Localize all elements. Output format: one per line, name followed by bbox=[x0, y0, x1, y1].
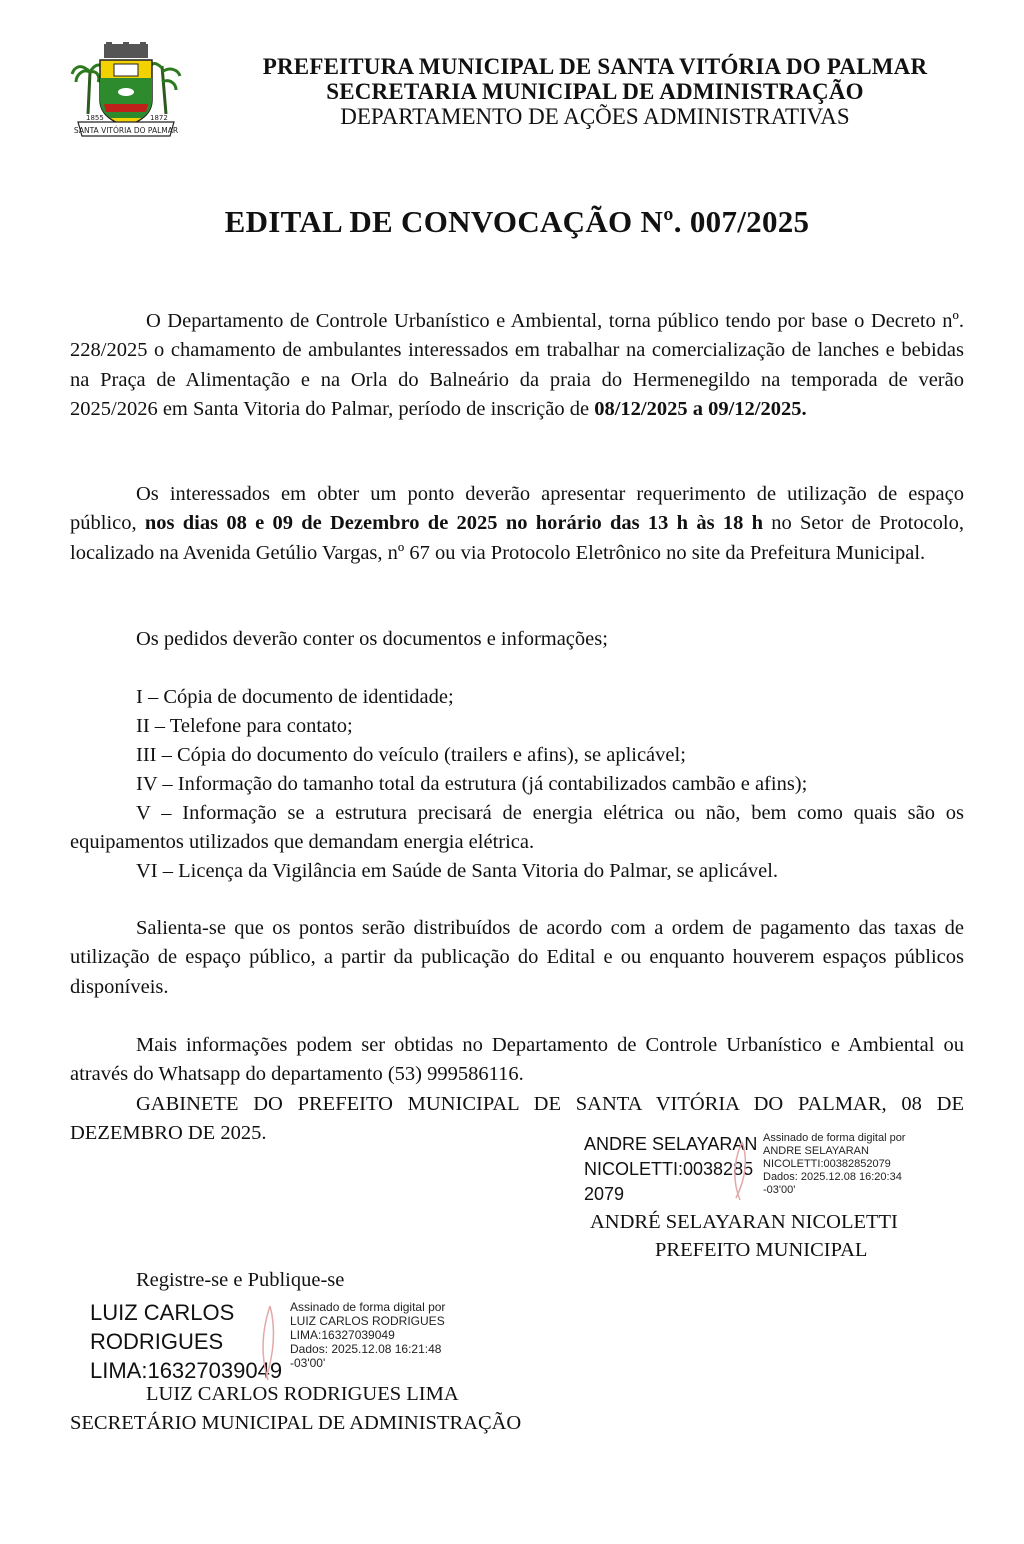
paragraph-gabinete-text: GABINETE DO PREFEITO MUNICIPAL DE SANTA VITÓRIA DO PALMAR, 08 DE DEZEMBRO DE 2025. bbox=[70, 1093, 964, 1145]
digital-signature-mayor-info: Assinado de forma digital por ANDRE SELAYARAN NICOLETTI:00382852079 Dados: 2025.12.08 16:20:34 -03'00' bbox=[763, 1132, 906, 1196]
requirement-item-4: IV – Informação do tamanho total da estrutura (já contabilizados cambão e afins); bbox=[136, 773, 808, 795]
secretary-role: SECRETÁRIO MUNICIPAL DE ADMINISTRAÇÃO bbox=[70, 1412, 522, 1434]
paragraph-intro-dates: 08/12/2025 a 09/12/2025. bbox=[594, 397, 807, 420]
requirement-item-3: III – Cópia do documento do veículo (trailers e afins), se aplicável; bbox=[136, 744, 686, 766]
digital-signature-secretary bbox=[90, 1298, 490, 1388]
paragraph2-part2: no Setor de Protocolo, localizado na Avenida Getúlio Vargas, nº 67 ou via Protocolo Eletrônico no site da Prefeitura Municipal. bbox=[70, 512, 964, 564]
register-publish-text: Registre-se e Publique-se bbox=[136, 1269, 345, 1291]
paragraph-contact-text: Mais informações podem ser obtidas no Departamento de Controle Urbanístico e Ambiental ou através do Whatsapp do departamento (53) 999586116. bbox=[70, 1034, 964, 1086]
mayor-role: PREFEITO MUNICIPAL bbox=[655, 1239, 868, 1261]
crest-label: SANTA VITÓRIA DO PALMAR bbox=[73, 126, 179, 135]
paragraph-intro-text: O Departamento de Controle Urbanístico e Ambiental, torna público tendo por base o Decreto nº. 228/2025 o chamamento de ambulantes interessados em trabalhar na comercialização de lanches e bebidas na Praça de Alimentação e na Orla do Balneário da praia do Hermenegildo na temporada de verão 2025/2026 em Santa Vitoria do Palmar, período de inscrição de bbox=[70, 310, 964, 420]
paragraph-requirements-intro bbox=[70, 480, 964, 568]
requirement-item-1: I – Cópia de documento de identidade; bbox=[136, 686, 454, 708]
crest-year-left: 1855 bbox=[86, 114, 104, 122]
header-secretaria: SECRETARIA MUNICIPAL DE ADMINISTRAÇÃO bbox=[326, 79, 864, 104]
digital-signature-mayor bbox=[584, 1132, 984, 1208]
digital-signature-secretary-info: Assinado de forma digital por LUIZ CARLOS RODRIGUES LIMA:16327039049 Dados: 2025.12.08 16:21:48 -03'00' bbox=[290, 1300, 446, 1370]
digital-signature-mayor-name: ANDRE SELAYARAN NICOLETTI:0038285 2079 bbox=[584, 1134, 758, 1204]
paragraph2-part1: Os interessados em obter um ponto deverão apresentar requerimento de utilização de espaço público, bbox=[70, 483, 964, 535]
paragraph-intro bbox=[70, 307, 964, 424]
crest-year-right: 1872 bbox=[150, 114, 168, 122]
digital-signature-secretary-name: LUIZ CARLOS RODRIGUES LIMA:16327039049 bbox=[90, 1300, 283, 1383]
signature-mark-icon bbox=[248, 1302, 288, 1382]
paragraph2-schedule: nos dias 08 e 09 de Dezembro de 2025 no horário das 13 h às 18 h bbox=[144, 512, 763, 535]
requirement-item-6: VI – Licença da Vigilância em Saúde de Santa Vitoria do Palmar, se aplicável. bbox=[136, 860, 779, 882]
mayor-name: ANDRÉ SELAYARAN NICOLETTI bbox=[590, 1211, 898, 1233]
secretary-name: LUIZ CARLOS RODRIGUES LIMA bbox=[146, 1383, 459, 1405]
requirement-item-2: II – Telefone para contato; bbox=[136, 715, 353, 737]
paragraph-documents-heading: Os pedidos deverão conter os documentos e informações; bbox=[136, 628, 608, 650]
paragraph-contact bbox=[70, 1031, 964, 1090]
paragraph-distribution-text: Salienta-se que os pontos serão distribuídos de acordo com a ordem de pagamento das taxas de utilização de espaço público, a partir da publicação do Edital e ou enquanto houverem espaços públicos disponíveis. bbox=[70, 917, 964, 998]
document-header bbox=[200, 54, 990, 130]
header-prefeitura: PREFEITURA MUNICIPAL DE SANTA VITÓRIA DO PALMAR bbox=[262, 54, 928, 79]
header-departamento: DEPARTAMENTO DE AÇÕES ADMINISTRATIVAS bbox=[340, 104, 850, 129]
requirement-item-5: V – Informação se a estrutura precisará de energia elétrica ou não, bem como quais são os equipamentos utilizados que demandam energia elétrica. bbox=[70, 802, 964, 854]
paragraph-distribution bbox=[70, 914, 964, 1002]
municipal-crest-logo bbox=[70, 42, 182, 140]
page-title: EDITAL DE CONVOCAÇÃO Nº. 007/2025 bbox=[224, 204, 810, 239]
